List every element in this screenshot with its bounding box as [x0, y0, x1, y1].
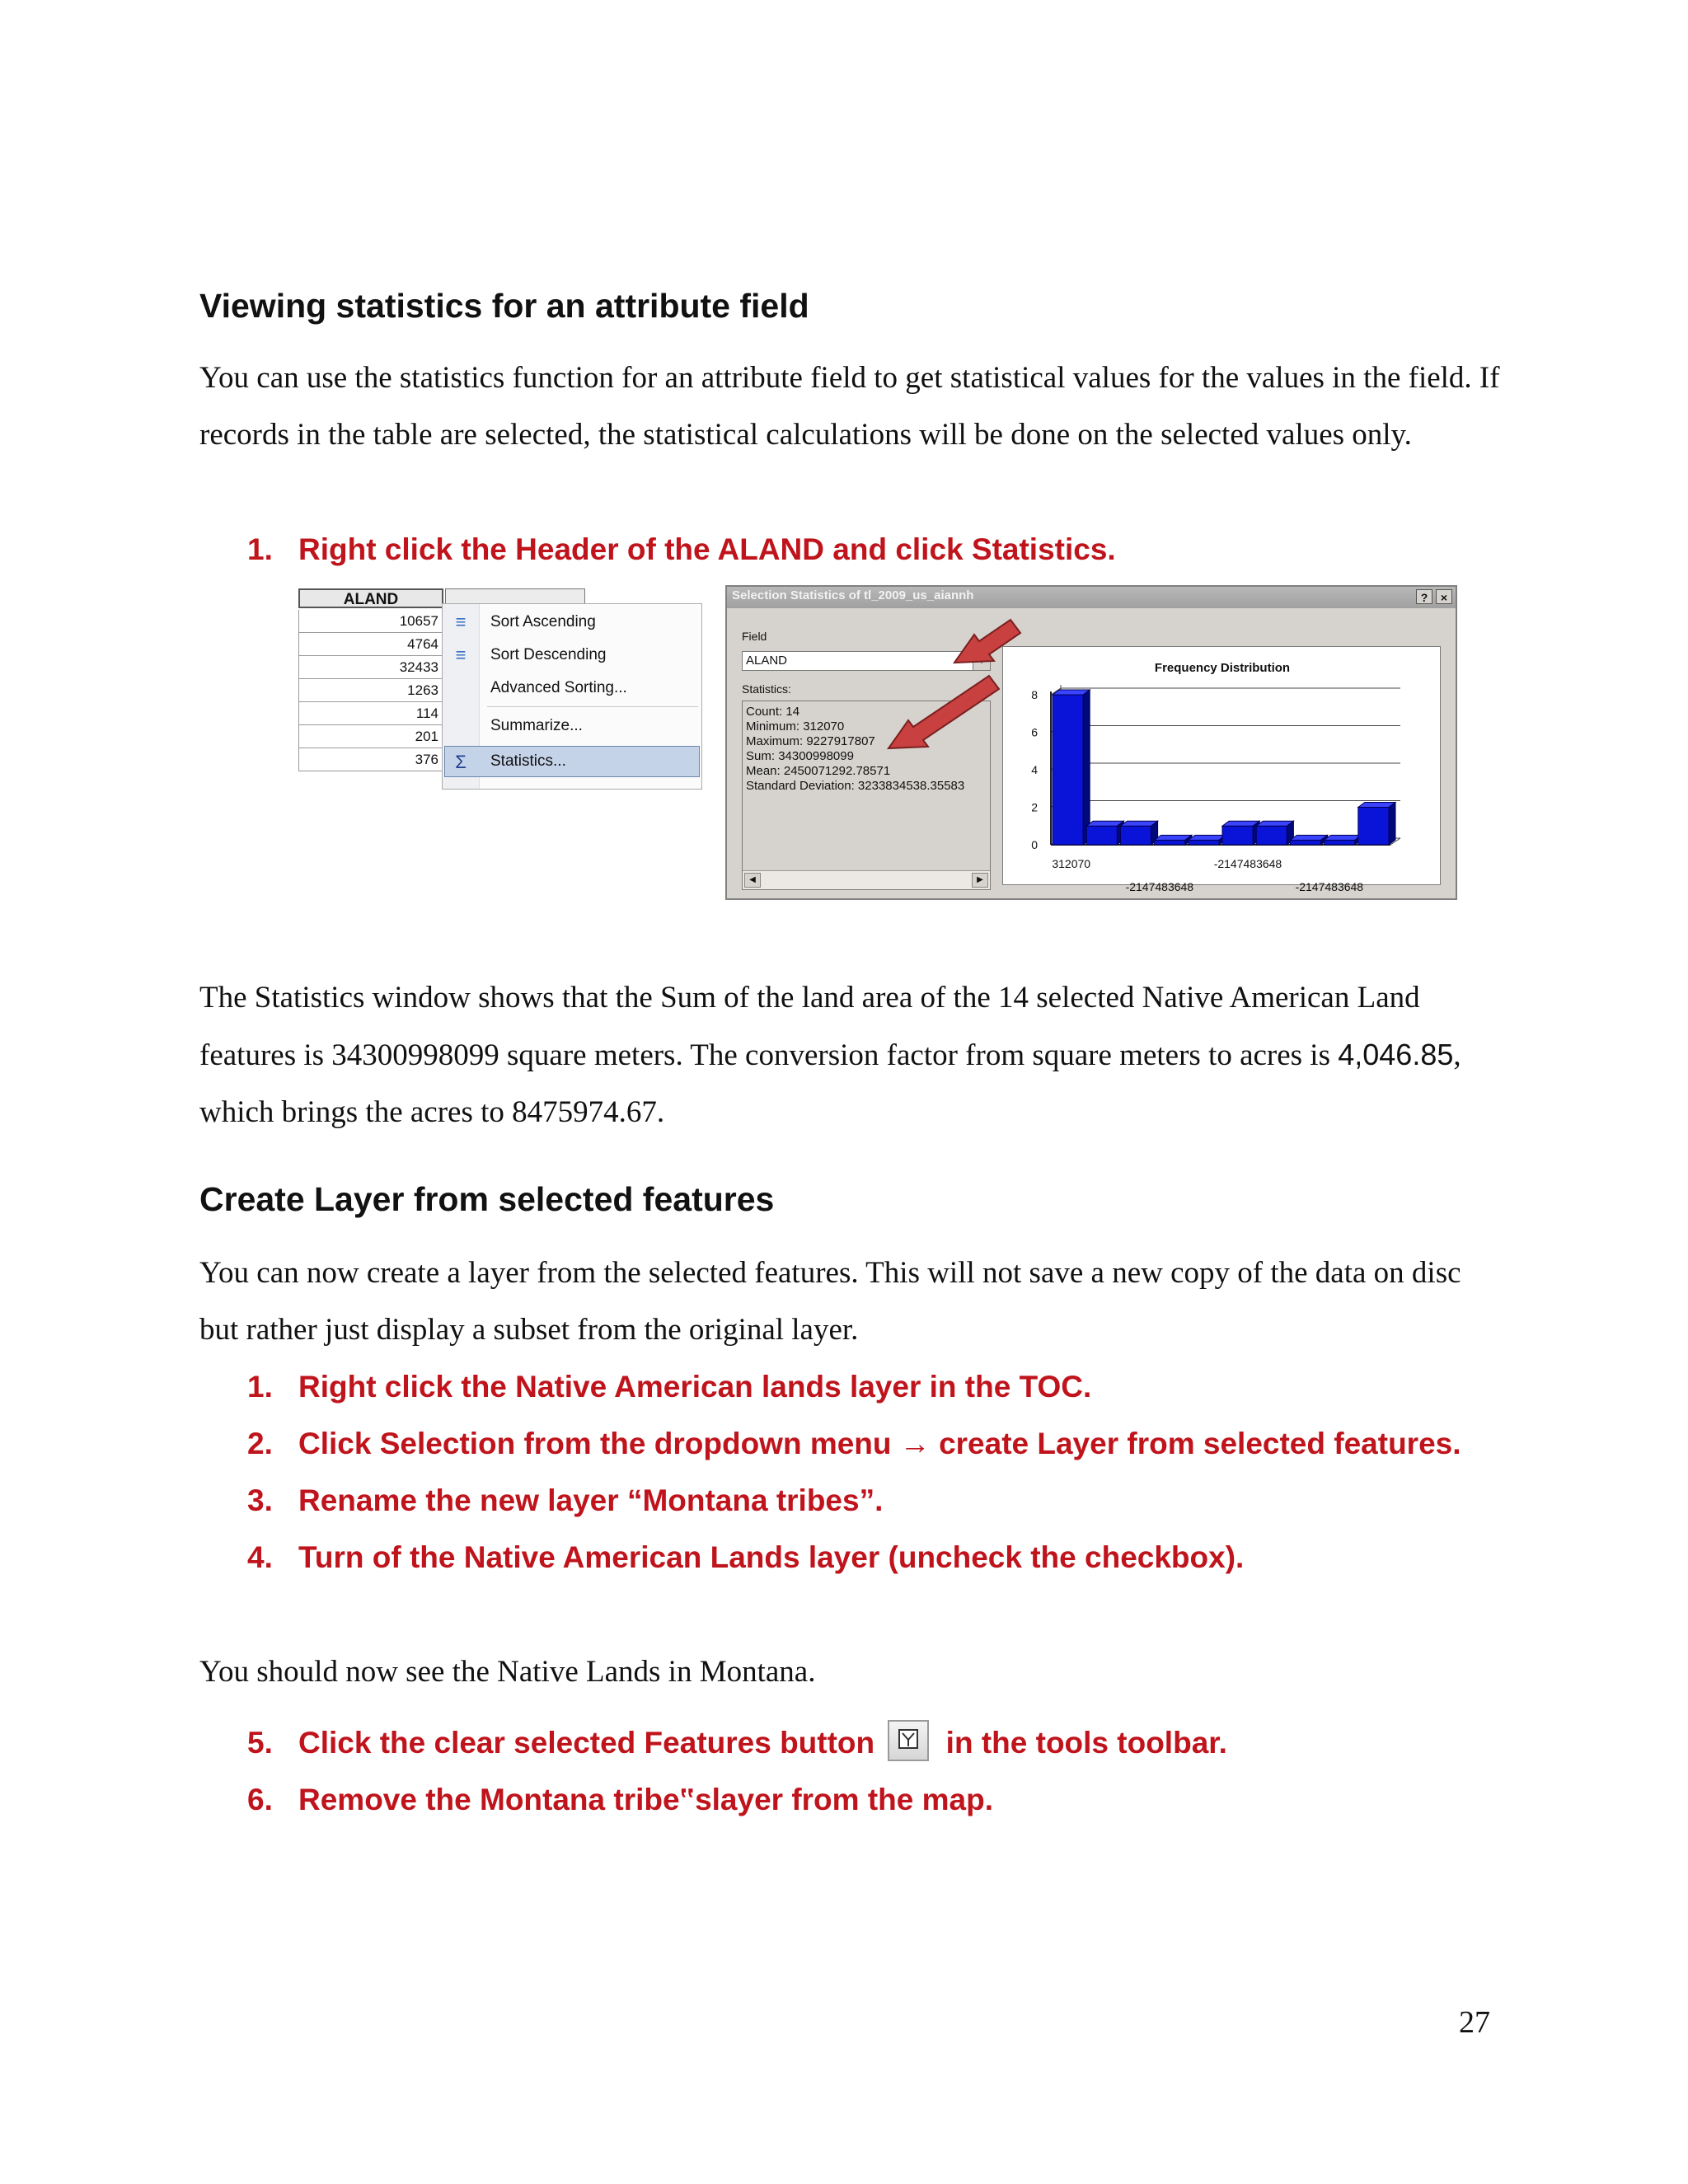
- step-4: 4. Turn of the Native American Lands layer (uncheck the checkbox).: [247, 1540, 1245, 1574]
- stat-standard-deviation: Standard Deviation: 3233834538.35583: [746, 779, 965, 793]
- stat-maximum: Maximum: 9227917807: [746, 734, 875, 748]
- table-cell: 10657: [298, 610, 443, 633]
- red-arrow-icon: [954, 620, 1020, 663]
- statistics-label: Statistics:: [742, 682, 791, 696]
- stat-minimum: Minimum: 312070: [746, 719, 845, 733]
- chart-title: Frequency Distribution: [1154, 661, 1291, 675]
- section-heading-statistics: Viewing statistics for an attribute field: [199, 287, 809, 325]
- menu-item-sort-descending[interactable]: Sort Descending: [490, 646, 607, 663]
- scroll-right-icon[interactable]: ▶: [972, 873, 988, 888]
- red-arrow-icon: [889, 676, 999, 748]
- step-3: 3. Rename the new layer “Montana tribes”.: [247, 1483, 884, 1517]
- selection-statistics-dialog: [725, 585, 1457, 900]
- table-cell: 114: [298, 702, 443, 725]
- menu-item-statistics[interactable]: Statistics...: [490, 752, 566, 770]
- menu-separator: [487, 706, 698, 707]
- menu-item-advanced-sorting[interactable]: Advanced Sorting...: [490, 679, 627, 696]
- step-1: 1. Right click the Header of the ALAND and click Statistics.: [247, 532, 1116, 566]
- sort-ascending-icon: ≡: [455, 612, 467, 632]
- stat-count: Count: 14: [746, 705, 800, 719]
- intro-paragraph-statistics: You can use the statistics function for an attribute field to get statistical values for the values in the field. If records in the table are selected, the statistical calculations will be done on the selected values only.: [199, 361, 1500, 452]
- dialog-title: Selection Statistics of tl_2009_us_aiannh: [732, 588, 974, 602]
- conversion-factor: 4,046.85: [1338, 1038, 1454, 1071]
- stat-sum: Sum: 34300998099: [746, 749, 854, 763]
- help-button[interactable]: ?: [1416, 589, 1432, 604]
- section-heading-create-layer: Create Layer from selected features: [199, 1180, 775, 1218]
- steps-list-create-layer-continued: [247, 1714, 1500, 1828]
- x-tick-label: -2147483648: [1125, 880, 1194, 893]
- field-label: Field: [742, 630, 767, 643]
- aland-column-header[interactable]: ALAND: [298, 588, 443, 608]
- field-select-value: ALAND: [746, 654, 788, 668]
- sort-descending-icon: ≡: [455, 644, 467, 665]
- statistics-result-paragraph: The Statistics window shows that the Sum of the land area of the 14 selected Native American Land features is 34300998099 square meters. The conversion factor from square meters to acres is 4,046.85, which brings the acres to 8475974.67.: [199, 981, 1461, 1129]
- steps-list-create-layer: [247, 1358, 1500, 1586]
- page-number: 27: [1459, 2005, 1490, 2040]
- clear-selected-features-icon: [888, 1720, 929, 1761]
- table-cell: 32433: [298, 656, 443, 679]
- y-tick-label: 2: [1031, 800, 1038, 814]
- y-tick-label: 4: [1031, 763, 1038, 776]
- close-button[interactable]: ×: [1436, 589, 1452, 604]
- intro-paragraph-create-layer: You can now create a layer from the selected features. This will not save a new copy of the data on disc but rather just display a subset from the original layer.: [199, 1256, 1461, 1347]
- menu-item-sort-ascending[interactable]: Sort Ascending: [490, 613, 596, 630]
- step-6: 6. Remove the Montana tribe‟slayer from the map.: [247, 1783, 993, 1816]
- y-tick-label: 6: [1031, 725, 1038, 739]
- step-5: 5. Click the clear selected Features button in the tools toolbar.: [247, 1714, 1500, 1771]
- menu-item-summarize[interactable]: Summarize...: [490, 717, 583, 734]
- step-1: 1. Right click the Native American lands layer in the TOC.: [247, 1370, 1092, 1404]
- x-tick-label: -2147483648: [1213, 857, 1282, 870]
- table-context-menu-screenshot: [297, 585, 702, 790]
- table-cell: 4764: [298, 633, 443, 656]
- montana-paragraph: You should now see the Native Lands in Montana.: [199, 1655, 816, 1689]
- table-cell: 376: [298, 748, 443, 771]
- stat-mean: Mean: 2450071292.78571: [746, 764, 891, 778]
- steps-list-statistics: [247, 521, 1500, 578]
- x-tick-label: 312070: [1052, 857, 1091, 870]
- table-cell: 1263: [298, 679, 443, 702]
- x-tick-label: -2147483648: [1295, 880, 1364, 893]
- y-tick-label: 0: [1031, 838, 1038, 851]
- annotation-arrows: [727, 587, 1459, 902]
- step-2: 2. Click Selection from the dropdown menu → create Layer from selected features.: [247, 1427, 1461, 1460]
- y-tick-label: 8: [1031, 688, 1038, 701]
- scroll-left-icon[interactable]: ◀: [744, 873, 761, 888]
- sigma-icon: Σ: [455, 752, 467, 772]
- table-cell: 201: [298, 725, 443, 748]
- context-menu: [442, 603, 702, 790]
